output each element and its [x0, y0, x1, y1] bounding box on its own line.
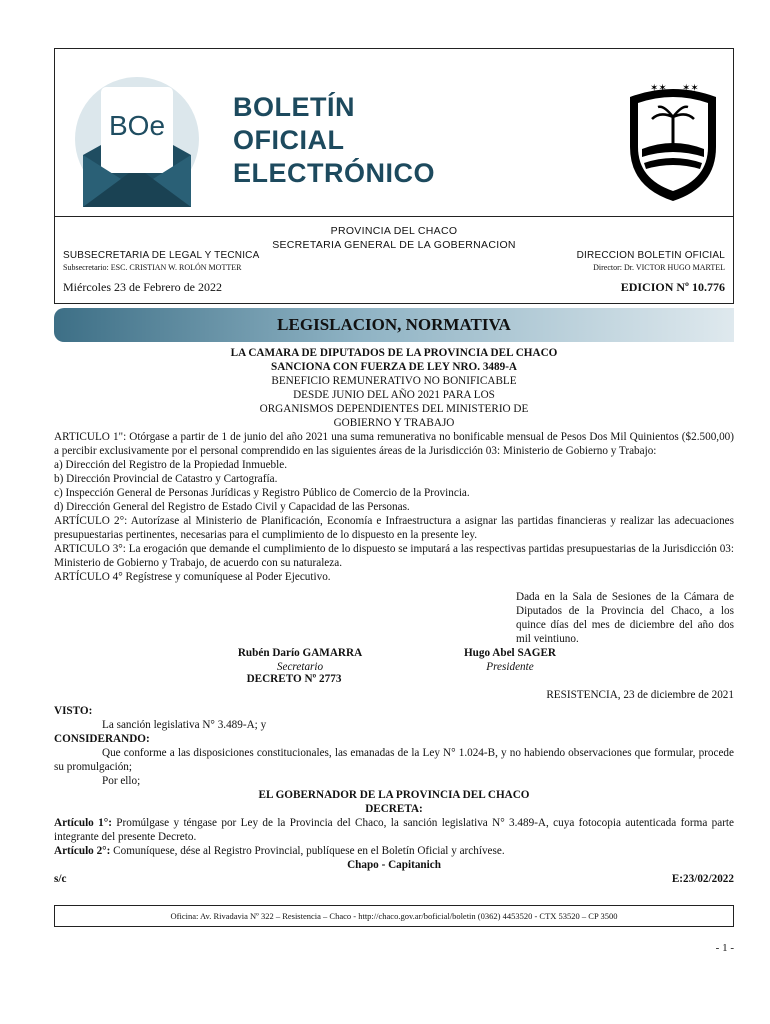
masthead-divider: [55, 216, 733, 217]
issue-date: Miércoles 23 de Febrero de 2022: [63, 280, 222, 294]
signer-2-role: Presidente: [486, 661, 534, 673]
decree-article-1-label: Artículo 1°:: [54, 817, 112, 829]
subsecretario-name: Subsecretario: ESC. CRISTIAN W. ROLÓN MOTTER: [63, 263, 242, 272]
signer-1-role: Secretario: [276, 661, 324, 673]
e-date: E:23/02/2022: [671, 873, 734, 885]
law-article-4: ARTÍCULO 4° Regístrese y comuníquese al Poder Ejecutivo.: [54, 571, 331, 583]
law-signatures: [54, 646, 734, 676]
law-subtitle-1: BENEFICIO REMUNERATIVO NO BONIFICABLE: [271, 375, 517, 387]
decree-article-2: [54, 844, 734, 858]
decree-signers: Chapo - Capitanich: [347, 859, 441, 871]
boe-logo-text: BOe: [108, 110, 166, 141]
secretary-name: SECRETARIA GENERAL DE LA GOBERNACION: [272, 239, 516, 251]
considerando-text: Que conforme a las disposiciones constitucionales, las emanadas de la Ley N° 1.024-B, y no habiendo observaciones que formular, procede su promulgación;: [54, 747, 734, 773]
province-seal-icon: [620, 77, 726, 205]
svg-text:✶✶: ✶✶: [682, 83, 699, 94]
law-article-3: ARTICULO 3°: La erogación que demande el cumplimiento de lo dispuesto se imputará a las respectivas partidas presupuestarias de la Jurisdicción 03: Ministerio de Gobierno y Trabajo, de acuerdo con su naturaleza.: [54, 543, 734, 569]
signer-2-name: Hugo Abel SAGER: [463, 647, 556, 659]
page-number: - 1 -: [715, 942, 734, 954]
decree-place-date: RESISTENCIA, 23 de diciembre de 2021: [546, 689, 734, 701]
law-subtitle-4: GOBIERNO Y TRABAJO: [333, 417, 455, 429]
law-heading-1: LA CAMARA DE DIPUTADOS DE LA PROVINCIA DEL CHACO: [230, 347, 558, 359]
decree-article-2-label: Artículo 2°:: [54, 845, 111, 857]
document-body: [54, 346, 734, 886]
director-name: Director: Dr. VICTOR HUGO MARTEL: [593, 263, 725, 272]
direccion-label: DIRECCION BOLETIN OFICIAL: [576, 250, 725, 261]
law-article-2: ARTÍCULO 2°: Autorízase al Ministerio de Planificación, Economía e Infraestructura a asignar las partidas financieras y realizar las adecuaciones presupuestarias pertinentes, necesarias para el cumplimiento de lo dispuesto en la presente ley.: [54, 515, 734, 541]
title-line-1: BOLETÍN: [233, 92, 355, 122]
law-subtitle-3: ORGANISMOS DEPENDIENTES DEL MINISTERIO DE: [259, 403, 529, 415]
law-article-1: ARTICULO 1": Otórgase a partir de 1 de junio del año 2021 una suma remunerativa no bonificable mensual de Pesos Dos Mil Quinientos ($2.500,00) a percibir exclusivamente por el personal comprendido en las siguientes áreas de la Jurisdicción 03: Ministerio de Gobierno y Trabajo:: [54, 431, 734, 457]
decree-article-1: [54, 816, 734, 844]
law-dada-text: Dada en la Sala de Sesiones de la Cámara de Diputados de la Provincia del Chaco, a los quince días del mes de diciembre del año dos mil veintiuno.: [516, 591, 734, 645]
province-name: PROVINCIA DEL CHACO: [330, 225, 458, 237]
por-ello-text: Por ello;: [102, 775, 141, 787]
law-heading-2: SANCIONA CON FUERZA DE LEY NRO. 3489-A: [270, 361, 518, 373]
subsecretaria-label: SUBSECRETARIA DE LEGAL Y TECNICA: [63, 250, 260, 261]
visto-text: La sanción legislativa N° 3.489-A; y: [102, 719, 267, 731]
law-item-d: d) Dirección General del Registro de Estado Civil y Capacidad de las Personas.: [54, 501, 410, 513]
section-title: LEGISLACION, NORMATIVA: [277, 315, 511, 334]
considerando-label: CONSIDERANDO:: [54, 733, 150, 745]
signer-1-name: Rubén Darío GAMARRA: [237, 647, 363, 659]
decree-footer-row: [54, 872, 734, 886]
law-item-c: c) Inspección General de Personas Jurídicas y Registro Público de Comercio de la Provincia.: [54, 487, 470, 499]
governor-heading: EL GOBERNADOR DE LA PROVINCIA DEL CHACO: [258, 789, 530, 801]
law-item-b: b) Dirección Provincial de Catastro y Cartografía.: [54, 473, 278, 485]
decree-title: DECRETO Nº 2773: [246, 673, 342, 685]
title-line-3: ELECTRÓNICO: [233, 158, 436, 188]
decreta-heading: DECRETA:: [365, 803, 423, 815]
decree-article-1-text: Promúlgase y téngase por Ley de la Provincia del Chaco, la sanción legislativa N° 3.489-A, cuya fotocopia autenticada forma parte integrante del presente Decreto.: [54, 817, 735, 843]
decree-article-2-text: Comuníquese, dése al Registro Provincial, publíquese en el Boletín Oficial y archívese.: [110, 845, 505, 857]
signer-presidente: [450, 646, 570, 674]
boe-logo: [73, 73, 203, 213]
section-banner: [54, 308, 734, 342]
bulletin-title: [233, 91, 435, 190]
office-footer: Oficina: Av. Rivadavia Nº 322 – Resistencia – Chaco - http://chaco.gov.ar/boficial/boletin (0362) 4453520 - CTX 53520 – CP 3500: [54, 905, 734, 927]
sc-label: s/c: [54, 873, 67, 885]
province-heading: [55, 224, 733, 252]
title-line-2: OFICIAL: [233, 125, 345, 155]
visto-label: VISTO:: [54, 705, 93, 717]
law-subtitle-2: DESDE JUNIO DEL AÑO 2021 PARA LOS: [293, 389, 495, 401]
edition-number: EDICION Nº 10.776: [620, 280, 725, 294]
masthead: [54, 48, 734, 304]
signer-secretario: [230, 646, 370, 674]
law-item-a: a) Dirección del Registro de la Propiedad Inmueble.: [54, 459, 287, 471]
svg-text:✶✶: ✶✶: [650, 83, 667, 94]
